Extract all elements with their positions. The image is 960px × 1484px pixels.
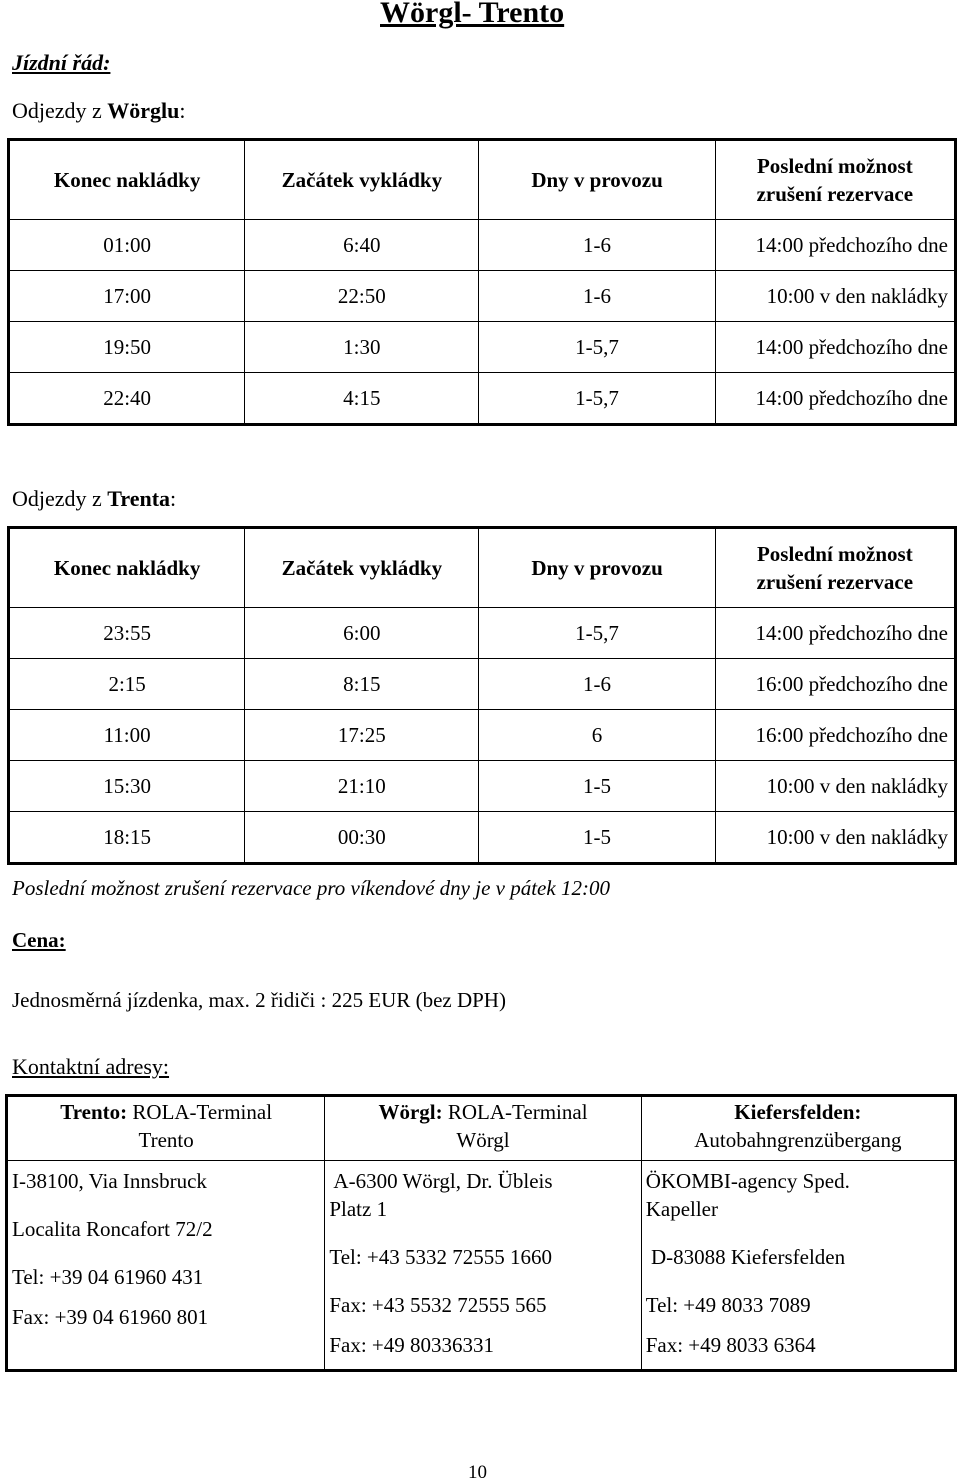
header-cancellation-deadline: Poslední možnost zrušení rezervace bbox=[715, 140, 955, 220]
address-line: D-83088 Kiefersfelden bbox=[645, 1245, 846, 1269]
cell-cancellation-deadline: 10:00 v den nakládky bbox=[715, 271, 955, 322]
cell-unloading-start: 8:15 bbox=[245, 659, 479, 710]
cell-cancellation-deadline: 14:00 předchozího dne bbox=[715, 608, 955, 659]
table-header-row bbox=[9, 140, 956, 220]
cell-cancellation-deadline: 10:00 v den nakládky bbox=[715, 812, 955, 864]
cell-unloading-start: 1:30 bbox=[245, 322, 479, 373]
phone-line: Tel: +49 8033 7089 bbox=[645, 1293, 811, 1317]
section-label-from-trento bbox=[12, 486, 176, 512]
cell-unloading-start: 17:25 bbox=[245, 710, 479, 761]
address-line: ÖKOMBI-agency Sped. bbox=[645, 1169, 850, 1193]
timetable-heading: Jízdní řád: bbox=[12, 50, 111, 75]
schedule-table-from-trento bbox=[7, 526, 957, 865]
cell-loading-end: 2:15 bbox=[9, 659, 245, 710]
cell-unloading-start: 22:50 bbox=[245, 271, 479, 322]
table-row bbox=[9, 220, 956, 271]
section-suffix: : bbox=[170, 486, 177, 511]
cell-cancellation-deadline: 10:00 v den nakládky bbox=[715, 761, 955, 812]
cell-operating-days: 1-5 bbox=[479, 761, 715, 812]
cell-operating-days: 1-5 bbox=[479, 812, 715, 864]
section-suffix: : bbox=[179, 98, 186, 123]
address-line: Platz 1 bbox=[329, 1197, 388, 1221]
cell-unloading-start: 21:10 bbox=[245, 761, 479, 812]
address-line: Kapeller bbox=[645, 1197, 718, 1221]
cell-loading-end: 19:50 bbox=[9, 322, 245, 373]
contacts-header-row bbox=[7, 1096, 956, 1161]
header-operating-days: Dny v provozu bbox=[479, 140, 715, 220]
cell-loading-end: 01:00 bbox=[9, 220, 245, 271]
cell-loading-end: 18:15 bbox=[9, 812, 245, 864]
section-prefix: Odjezdy z bbox=[12, 486, 108, 511]
header-operating-days: Dny v provozu bbox=[479, 528, 715, 608]
page-title: Wörgl- Trento bbox=[380, 0, 565, 29]
cell-operating-days: 1-6 bbox=[479, 659, 715, 710]
header-unloading-start: Začátek vykládky bbox=[245, 528, 479, 608]
table-row bbox=[9, 710, 956, 761]
cell-loading-end: 15:30 bbox=[9, 761, 245, 812]
fax-line: Fax: +49 8033 6364 bbox=[645, 1333, 816, 1357]
contact-trento-details bbox=[7, 1161, 325, 1371]
cell-cancellation-deadline: 14:00 předchozího dne bbox=[715, 220, 955, 271]
section-place: Wörglu bbox=[107, 98, 180, 123]
fax-line: Fax: +49 80336331 bbox=[329, 1333, 495, 1357]
contacts-heading: Kontaktní adresy: bbox=[12, 1054, 170, 1079]
table-row bbox=[9, 271, 956, 322]
cell-unloading-start: 00:30 bbox=[245, 812, 479, 864]
cell-operating-days: 1-5,7 bbox=[479, 373, 715, 425]
table-row bbox=[9, 812, 956, 864]
cell-unloading-start: 6:40 bbox=[245, 220, 479, 271]
weekend-cancellation-note: Poslední možnost zrušení rezervace pro víkendové dny je v pátek 12:00 bbox=[12, 876, 610, 900]
phone-line: Tel: +43 5332 72555 1660 bbox=[329, 1245, 553, 1269]
table-header-row bbox=[9, 528, 956, 608]
table-row bbox=[9, 659, 956, 710]
contact-kiefersfelden-header: Kiefersfelden: Autobahngrenzübergang bbox=[641, 1096, 955, 1161]
page-number: 10 bbox=[468, 1462, 487, 1483]
contact-worgl-header: Wörgl: ROLA-Terminal Wörgl bbox=[325, 1096, 641, 1161]
table-row bbox=[9, 761, 956, 812]
cell-loading-end: 22:40 bbox=[9, 373, 245, 425]
contacts-body-row bbox=[7, 1161, 956, 1371]
section-prefix: Odjezdy z bbox=[12, 98, 108, 123]
header-unloading-start: Začátek vykládky bbox=[245, 140, 479, 220]
table-row bbox=[9, 373, 956, 425]
cell-operating-days: 6 bbox=[479, 710, 715, 761]
fax-line: Fax: +43 5532 72555 565 bbox=[329, 1293, 547, 1317]
contacts-table bbox=[5, 1094, 957, 1372]
contact-worgl-details bbox=[325, 1161, 641, 1371]
phone-line: Tel: +39 04 61960 431 bbox=[12, 1265, 204, 1289]
table-row bbox=[9, 608, 956, 659]
price-heading: Cena: bbox=[12, 928, 66, 952]
cell-operating-days: 1-6 bbox=[479, 220, 715, 271]
cell-unloading-start: 4:15 bbox=[245, 373, 479, 425]
cell-loading-end: 17:00 bbox=[9, 271, 245, 322]
cell-cancellation-deadline: 16:00 předchozího dne bbox=[715, 659, 955, 710]
header-loading-end: Konec nakládky bbox=[9, 140, 245, 220]
header-cancellation-deadline: Poslední možnost zrušení rezervace bbox=[715, 528, 955, 608]
cell-operating-days: 1-5,7 bbox=[479, 322, 715, 373]
section-label-from-worgl bbox=[12, 98, 186, 124]
cell-cancellation-deadline: 14:00 předchozího dne bbox=[715, 322, 955, 373]
cell-unloading-start: 6:00 bbox=[245, 608, 479, 659]
cell-cancellation-deadline: 14:00 předchozího dne bbox=[715, 373, 955, 425]
header-loading-end: Konec nakládky bbox=[9, 528, 245, 608]
cell-loading-end: 11:00 bbox=[9, 710, 245, 761]
table-row bbox=[9, 322, 956, 373]
price-text: Jednosměrná jízdenka, max. 2 řidiči : 225 EUR (bez DPH) bbox=[12, 988, 506, 1012]
section-place: Trenta bbox=[107, 486, 171, 511]
address-line: I-38100, Via Innsbruck bbox=[12, 1169, 207, 1193]
cell-cancellation-deadline: 16:00 předchozího dne bbox=[715, 710, 955, 761]
cell-loading-end: 23:55 bbox=[9, 608, 245, 659]
address-line: Localita Roncafort 72/2 bbox=[12, 1217, 213, 1241]
cell-operating-days: 1-5,7 bbox=[479, 608, 715, 659]
cell-operating-days: 1-6 bbox=[479, 271, 715, 322]
fax-line: Fax: +39 04 61960 801 bbox=[12, 1305, 209, 1329]
contact-trento-header: Trento: ROLA-Terminal Trento bbox=[7, 1096, 325, 1161]
schedule-table-from-worgl bbox=[7, 138, 957, 426]
contact-kiefersfelden-details bbox=[641, 1161, 955, 1371]
address-line: A-6300 Wörgl, Dr. Übleis bbox=[329, 1169, 553, 1193]
